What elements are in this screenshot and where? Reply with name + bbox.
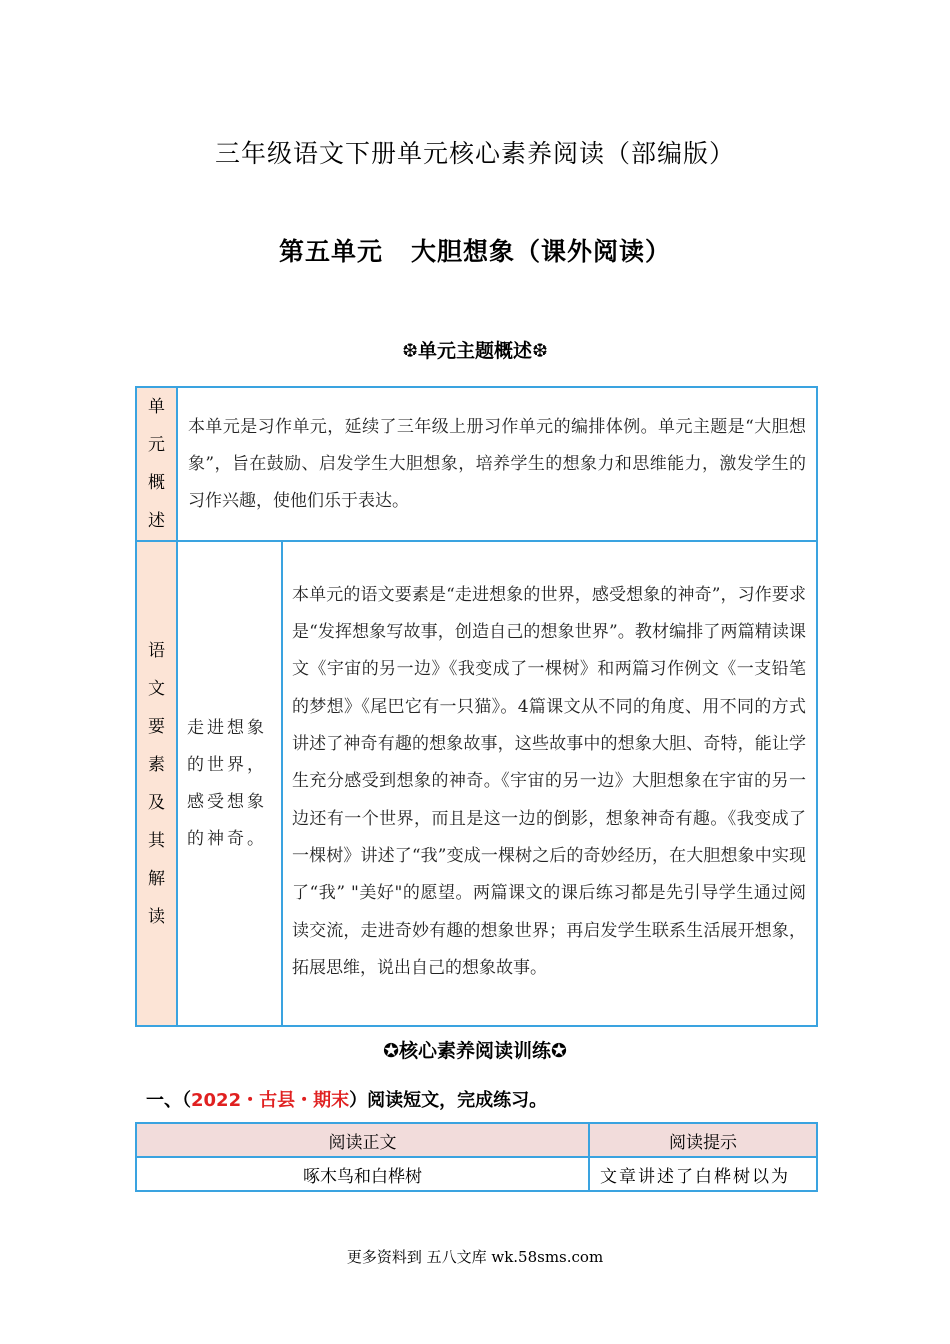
elements-interpretation-text: 本单元的语文要素是“走进想象的世界，感受想象的神奇”，习作要求是“发挥想象写故事，创造自己的想象世界”。教材编排了两篇精读课文《宇宙的另一边》《我变成了一棵树》和两篇习作例文《一支铅笔的梦想》《尾巴它有一只猫》。4篇课文从不同的角度、用不同的方式讲述了神奇有趣的想象故事，这些故事中的想象大胆、奇特，能让学生充分感受到想象的神奇。《宇宙的另一边》大胆想象在宇宙的另一边还有一个世界，而且是这一边的倒影，想象神奇有趣。《我变成了一棵树》讲述了“我”变成一棵树之后的奇妙经历，在大胆想象中实现了“我” "美好"的愿望。两篇课文的课后练习都是先引导学生通过阅读交流，走进奇妙有趣的想象世界；再启发学生联系生活展开想象，拓展思维，说出自己的想象故事。 <box>282 541 817 1026</box>
section-heading-training <box>0 1036 950 1063</box>
reading-table <box>135 1122 818 1192</box>
reading-hint: 文章讲述了白桦树以为 <box>589 1157 817 1191</box>
column-header-hint: 阅读提示 <box>589 1123 817 1157</box>
unit-title <box>0 232 950 268</box>
row-label-overview: 单元概述 <box>136 387 177 541</box>
article-title: 啄木鸟和白桦树 <box>136 1157 589 1191</box>
table-row <box>136 1157 817 1191</box>
footer-link[interactable]: 更多资料到 五八文库 wk.58sms.com <box>346 1248 604 1266</box>
table-header-row <box>136 1123 817 1157</box>
row-label-elements: 语文要素及其解读 <box>136 541 177 1026</box>
unit-number: 第五单元 <box>278 237 383 266</box>
key-point-text: 走进想象的世界，感受想象的神奇。 <box>177 541 282 1026</box>
snowflake-icon: ❆ <box>532 340 548 362</box>
star-icon: ✪ <box>383 1040 399 1062</box>
section-title: 核心素养阅读训练 <box>398 1040 551 1062</box>
unit-theme: 大胆想象（课外阅读） <box>411 237 672 266</box>
column-header-text: 阅读正文 <box>136 1123 589 1157</box>
exercise-number: 一、 <box>146 1090 182 1111</box>
unit-overview-table <box>135 386 818 1027</box>
section-heading-overview <box>0 336 950 363</box>
snowflake-icon: ❆ <box>402 340 418 362</box>
exercise-heading: 一、（2022・古县・期末）阅读短文，完成练习。 <box>146 1090 548 1111</box>
section-title: 单元主题概述 <box>417 340 532 362</box>
star-icon: ✪ <box>551 1040 567 1062</box>
table-row <box>136 541 817 1026</box>
document-title: 三年级语文下册单元核心素养阅读（部编版） <box>214 139 735 168</box>
overview-text: 本单元是习作单元，延续了三年级上册习作单元的编排体例。单元主题是“大胆想象”，旨在鼓励、启发学生大胆想象，培养学生的想象力和思维能力，激发学生的习作兴趣，使他们乐于表达。 <box>177 387 817 541</box>
table-row <box>136 387 817 541</box>
exercise-instruction: 阅读短文，完成练习。 <box>367 1090 548 1111</box>
exercise-source: 2022・古县・期末 <box>191 1090 350 1111</box>
